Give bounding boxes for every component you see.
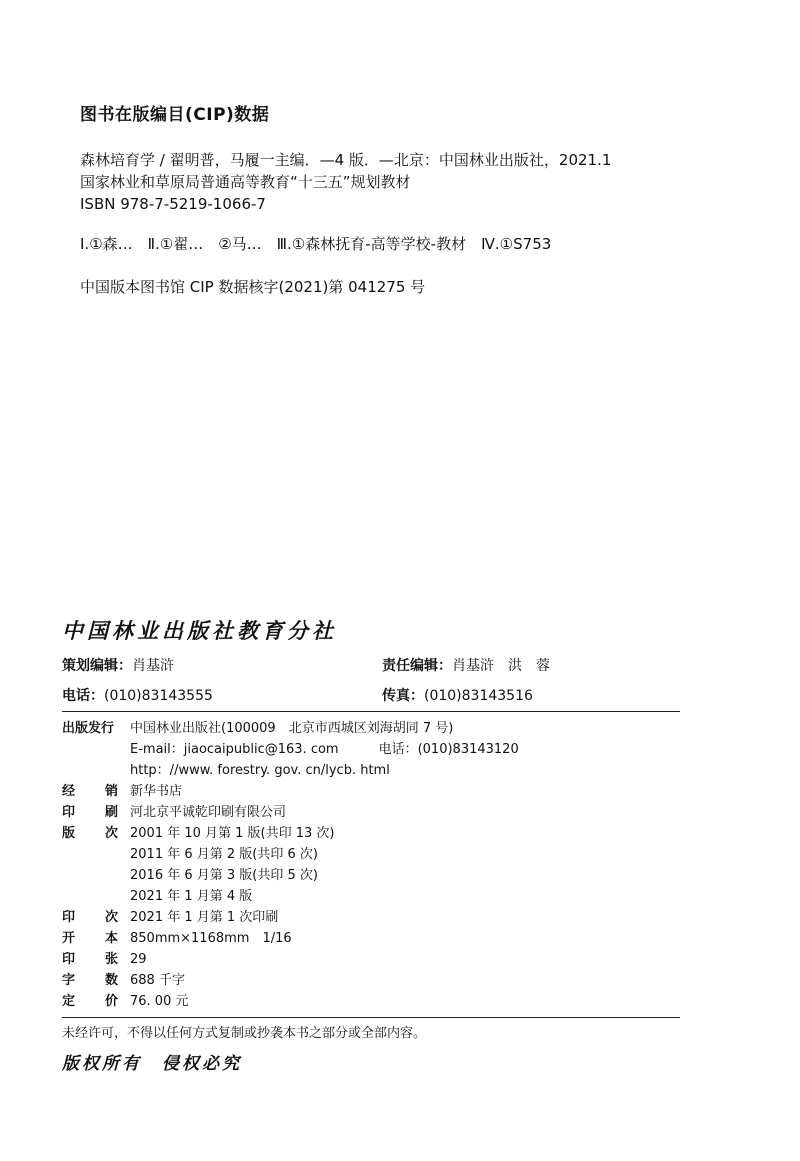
sheets-label-2: 张 — [104, 952, 118, 967]
copyright-block — [62, 1022, 702, 1074]
publisher-value: 中国林业出版社(100009 北京市西城区刘海胡同 7 号) — [130, 721, 454, 736]
cip-title-line: 森林培育学 / 翟明普，马履一主编．—4 版．—北京：中国林业出版社，2021.1 — [80, 151, 612, 169]
fax-number: (010)83143516 — [424, 688, 533, 704]
distributor-value: 新华书店 — [130, 784, 183, 799]
printer-value: 河北京平诚乾印刷有限公司 — [130, 805, 287, 820]
format-label-1: 开 — [62, 931, 76, 946]
info-row-price — [62, 991, 682, 1012]
sheets-label-1: 印 — [62, 952, 76, 967]
cip-block — [80, 100, 720, 297]
edition-1: 2001 年 10 月第 1 版(共印 13 次) — [130, 826, 335, 841]
cip-series-line: 国家林业和草原局普通高等教育“十三五”规划教材 — [80, 173, 411, 191]
sheets-value: 29 — [130, 952, 147, 967]
copyright-slogan — [62, 1049, 702, 1074]
info-row-publisher — [62, 718, 682, 739]
publisher-label: 出版发行 — [62, 721, 115, 736]
planning-editor-label: 策划编辑： — [62, 658, 132, 674]
printing-label-1: 印 — [62, 910, 76, 925]
words-label-1: 字 — [62, 973, 76, 988]
contact-row — [62, 685, 702, 705]
distributor-label-2: 销 — [104, 784, 118, 799]
publisher-tel: 电话：(010)83143120 — [378, 742, 519, 757]
format-label-2: 本 — [104, 931, 118, 946]
words-value: 688 千字 — [130, 973, 185, 988]
copyright-notice: 未经许可，不得以任何方式复制或抄袭本书之部分或全部内容。 — [62, 1026, 427, 1041]
info-row-sheets — [62, 949, 682, 970]
divider-bottom — [62, 1017, 680, 1018]
info-row-distributor — [62, 781, 682, 802]
responsible-editor-label: 责任编辑： — [382, 658, 452, 674]
price-label-1: 定 — [62, 994, 76, 1009]
format-value: 850mm×1168mm 1/16 — [130, 931, 292, 946]
price-value: 76. 00 元 — [130, 994, 189, 1009]
divider-top — [62, 711, 680, 712]
info-row-words — [62, 970, 682, 991]
info-contact-line — [62, 739, 682, 760]
cip-classification: Ⅰ.①森… Ⅱ.①翟… ②马… Ⅲ.①森林抚育-高等学校-教材 Ⅳ.①S753 — [80, 235, 552, 253]
planning-editor: 肖基浒 — [132, 658, 174, 674]
phone-label: 电话： — [62, 688, 104, 704]
info-row-printer — [62, 802, 682, 823]
printer-label-2: 刷 — [104, 805, 118, 820]
price-label-2: 价 — [104, 994, 118, 1009]
edition-2: 2011 年 6 月第 2 版(共印 6 次) — [130, 847, 318, 862]
publisher-website: http：//www. forestry. gov. cn/lycb. html — [130, 763, 390, 778]
printing-label-2: 次 — [104, 910, 118, 925]
cip-number: 中国版本图书馆 CIP 数据核字(2021)第 041275 号 — [80, 278, 426, 296]
printing-value: 2021 年 1 月第 1 次印刷 — [130, 910, 279, 925]
publisher-branch — [62, 615, 702, 705]
info-row-format — [62, 928, 682, 949]
publisher-email: E-mail：jiaocaipublic@163. com — [130, 742, 339, 757]
slogan-infringement: 侵权必究 — [162, 1054, 242, 1074]
distributor-label-1: 经 — [62, 784, 76, 799]
editor-row — [62, 655, 702, 675]
fax-label: 传真： — [382, 688, 424, 704]
edition-4: 2021 年 1 月第 4 版 — [130, 889, 253, 904]
info-row-edition — [62, 823, 682, 844]
cip-isbn: ISBN 978-7-5219-1066-7 — [80, 195, 266, 213]
publishing-info — [62, 718, 682, 1012]
words-label-2: 数 — [104, 973, 118, 988]
slogan-all-rights: 版权所有 — [62, 1054, 142, 1074]
edition-label-2: 次 — [104, 826, 118, 841]
printer-label-1: 印 — [62, 805, 76, 820]
phone-number: (010)83143555 — [104, 688, 213, 704]
edition-label-1: 版 — [62, 826, 76, 841]
info-row-printing — [62, 907, 682, 928]
responsible-editor: 肖基浒 洪 蓉 — [452, 658, 550, 674]
edition-3: 2016 年 6 月第 3 版(共印 5 次) — [130, 868, 318, 883]
cip-heading: 图书在版编目(CIP)数据 — [80, 105, 270, 125]
branch-name: 中国林业出版社教育分社 — [62, 618, 337, 643]
